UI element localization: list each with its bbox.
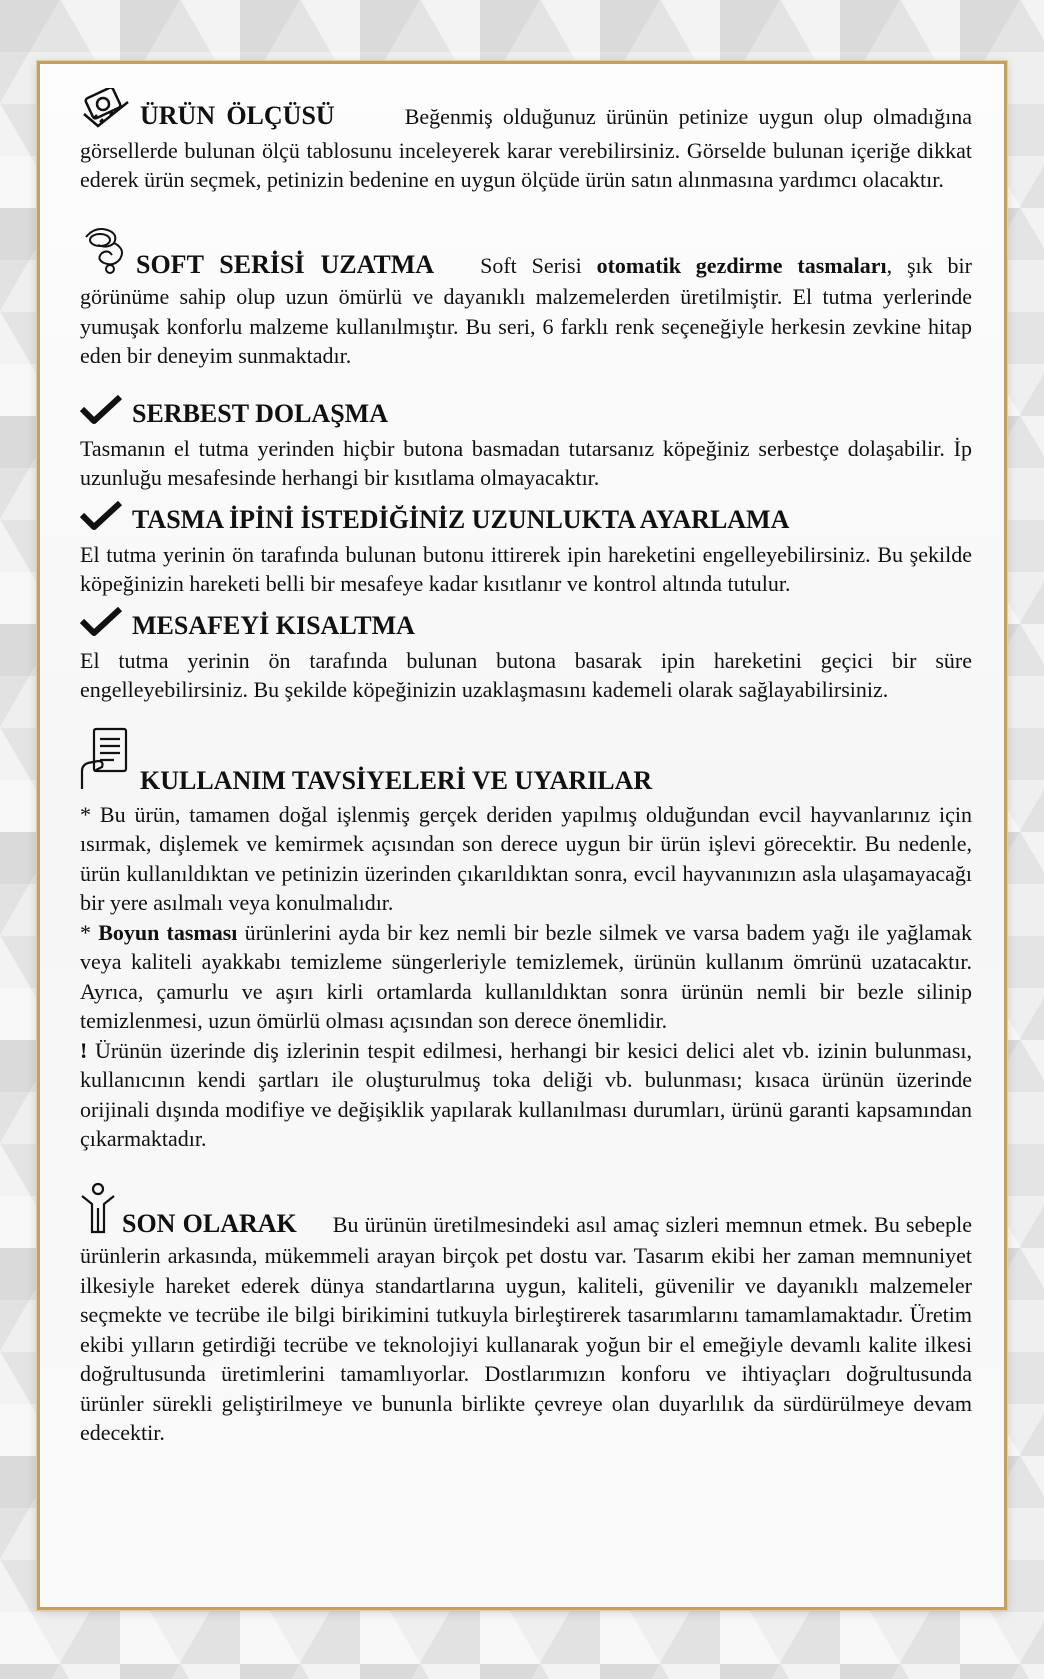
tape-measure-icon xyxy=(80,88,132,136)
soft-serisi-body-bold: otomatik gezdirme tasmaları xyxy=(596,252,887,278)
kullanim-p3-bold: ! xyxy=(80,1037,88,1063)
person-icon xyxy=(80,1182,116,1242)
section-soft-serisi xyxy=(80,223,972,371)
kullanim-p2-rest: ürünlerini ayda bir kez nemli bir bezle silmek ve varsa badem yağı ile yağlamak veya kaliteli ayakkabı temizleme süngerleriyle temizlemek, ürünün kullanım ömrünü uzatacaktır. Ayrıca, çamurlu ve aşırı kirli ortamlarda kullanıldıktan sonra ürünün nemli bir bezle silinip temizlenmesi, uzun ömürlü olması açısından son derece önemlidir. xyxy=(80,919,972,1033)
serbest-title: SERBEST DOLAŞMA xyxy=(132,398,388,428)
kullanim-p2 xyxy=(80,918,972,1036)
kullanim-p1: * Bu ürün, tamamen doğal işlenmiş gerçek deriden yapılmış olduğundan evcil hayvanlarınız için ısırmak, dişlemek ve kemirmek açısından son derece uygun bir ürün işlevi görecektir. Bu nedenle, ürün kullanıldıktan ve petinizin üzerinden çıkarıldıktan sonra, evcil hayvanınızın asla ulaşamayacağı bir yere asılmalı veya konulmalıdır. xyxy=(80,801,972,915)
checkmark-icon xyxy=(80,607,122,646)
tasma-ipini-title: TASMA İPİNİ İSTEDİĞİNİZ UZUNLUKTA AYARLAMA xyxy=(132,504,790,534)
son-olarak-body: Bu ürünün üretilmesindeki asıl amaç sizleri memnun etmek. Bu sebeple ürünlerin arkasında, mükemmeli arayan birçok pet dostu var. Tasarım ekibi her zaman memnuniyet ilkesiyle hareket ederek dünya standartlarına uygun, kaliteli, güvenilir ve dayanıklı malzemeler seçmekte ve tecrübe ile bilgi birikimini tutkuyla birleştirerek tasarımlarını tamamlamaktadır. Üretim ekibi yılların getirdiği tecrübe ve teknolojiyi kullanarak yoğun bir el emeğiyle devamlı kalite ilkesi doğrultusunda üretimlerini tamamlıyorlar. Dostlarımızın konforu ve ihtiyaçları doğrultusunda ürünler sürekli geliştirilmeye ve bununla birlikte çevreye olan duyarlılık da sürdürülmeye devam edecektir. xyxy=(80,1211,973,1445)
section-urun-olcusu xyxy=(80,88,972,195)
info-panel xyxy=(37,61,1007,1610)
son-olarak-title: SON OLARAK xyxy=(122,1208,297,1238)
section-serbest xyxy=(80,395,972,493)
urun-olcusu-paragraph xyxy=(80,88,972,195)
urun-olcusu-body: Beğenmiş olduğunuz ürünün petinize uygun olup olmadığına görsellerde bulunan ölçü tablosunu inceleyerek karar verebilirsiniz. Görselde bulunan içeriğe dikkat ederek ürün seçmek, petinizin bedenine en uygun ölçüde ürün satın alınmasına yardımcı olacaktır. xyxy=(80,104,972,192)
serbest-heading xyxy=(80,395,972,434)
checkmark-icon xyxy=(80,395,122,434)
tasma-ipini-body: El tutma yerinin ön tarafında bulunan butonu ittirerek ipin hareketini engelleyebilirsiniz. Bu şekilde köpeğinizin hareketi belli bir mesafeye kadar kısıtlanır ve kontrol altında tutulur. xyxy=(80,541,972,596)
tasma-ipini-heading xyxy=(80,501,972,540)
kullanim-p2-bold: Boyun tasması xyxy=(98,919,238,945)
leash-icon xyxy=(80,223,128,283)
kullanim-p3 xyxy=(80,1036,972,1154)
soft-serisi-title: SOFT SERİSİ UZATMA xyxy=(136,249,435,279)
kullanim-p3-rest: Ürünün üzerinde diş izlerinin tespit edilmesi, herhangi bir kesici delici alet vb. izinin bulunması, kullanıcının kendi şartları ile oluşturulmuş toka deliği vb. bulunması; kısaca ürünün üzerinde orijinali dışında modifiye ve değişiklik yapılarak kullanılması durumları, ürünü garanti kapsamından çıkarmaktadır. xyxy=(80,1037,972,1151)
son-olarak-paragraph xyxy=(80,1182,972,1448)
serbest-body: Tasmanın el tutma yerinden hiçbir butona basmadan tutarsanız köpeğiniz serbestçe dolaşabilir. İp uzunluğu mesafesinde herhangi bir kısıtlama olmayacaktır. xyxy=(80,435,972,490)
soft-serisi-paragraph xyxy=(80,223,972,371)
kullanim-title: KULLANIM TAVSİYELERİ VE UYARILAR xyxy=(140,765,653,795)
mesafeyi-body: El tutma yerinin ön tarafında bulunan butona basarak ipin hareketini geçici bir süre engelleyebilirsiniz. Bu şekilde köpeğinizin uzaklaşmasını kademeli olarak sağlayabilirsiniz. xyxy=(80,647,972,702)
checkmark-icon xyxy=(80,501,122,540)
document-hand-icon xyxy=(80,727,130,800)
kullanim-p2-prefix: * xyxy=(80,919,99,945)
soft-serisi-body-pre: Soft Serisi xyxy=(480,252,597,278)
mesafeyi-heading xyxy=(80,607,972,646)
urun-olcusu-title: ÜRÜN ÖLÇÜSÜ xyxy=(140,101,335,130)
section-tasma-ipini xyxy=(80,501,972,599)
section-kullanim xyxy=(80,727,972,1154)
kullanim-heading xyxy=(80,727,972,800)
section-mesafeyi xyxy=(80,607,972,705)
section-son-olarak xyxy=(80,1182,972,1448)
panel-content xyxy=(80,88,972,1448)
soft-serisi-body-post: , şık bir görünüme sahip olup uzun ömürlü ve dayanıklı malzemelerden üretilmiştir. El tutma yerlerinde yumuşak konforlu malzeme kullanılmıştır. Bu seri, 6 farklı renk seçeneğiyle herkesin zevkine hitap eden bir deneyim sunmaktadır. xyxy=(80,252,972,368)
mesafeyi-title: MESAFEYİ KISALTMA xyxy=(132,610,415,640)
